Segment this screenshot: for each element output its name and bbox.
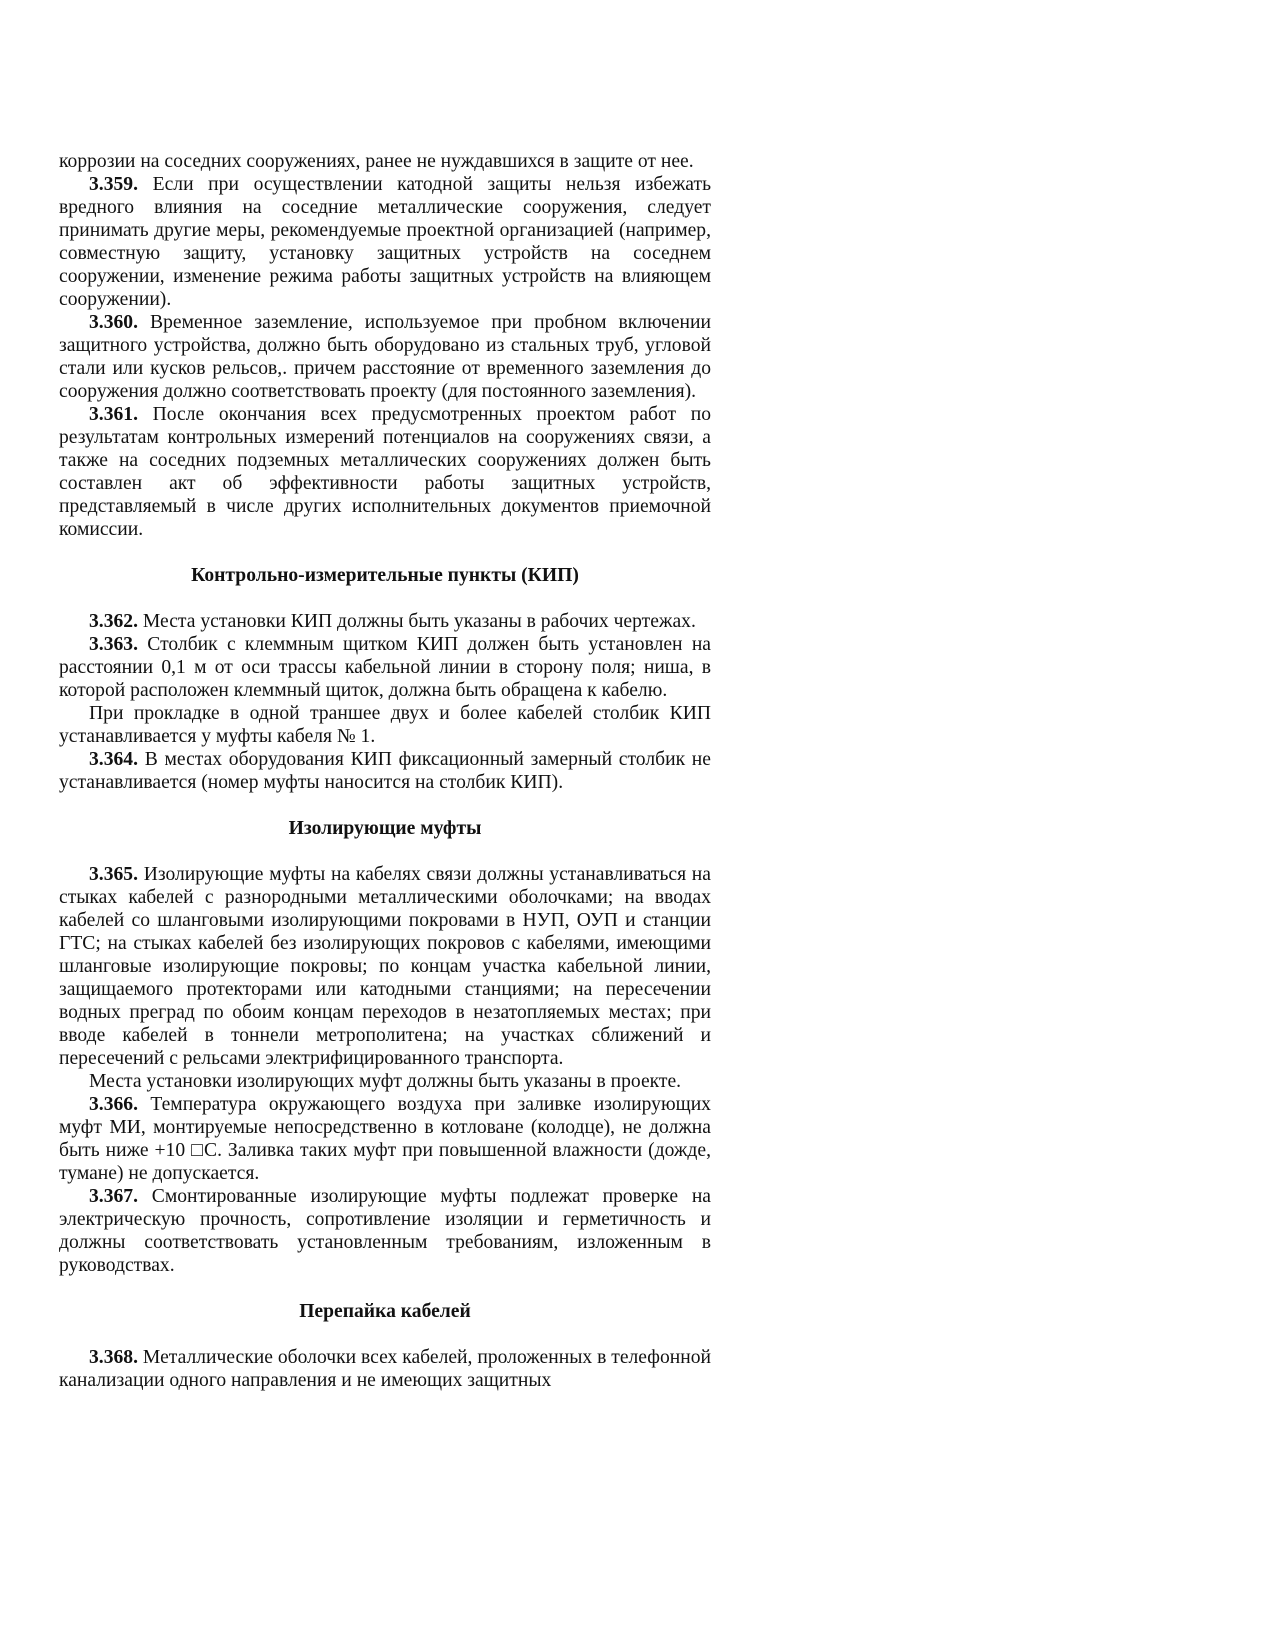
paragraph: [59, 150, 711, 173]
section-heading: Изолирующие муфты: [288, 818, 482, 839]
paragraph-text: Температура окружающего воздуха при заливке изолирующих муфт МИ, монтируемые непосредственно в котловане (колодце), не должна быть ниже +10 □С. Заливка таких муфт при повышенной влажности (дожде, тумане) не допускается.: [59, 1094, 711, 1184]
paragraph: [59, 863, 711, 1070]
paragraph: [59, 173, 711, 311]
paragraph-text: Места установки изолирующих муфт должны быть указаны в проекте.: [89, 1071, 682, 1092]
paragraph-text: Временное заземление, используемое при пробном включении защитного устройства, должно быть оборудовано из стальных труб, угловой стали или кусков рельсов,. причем расстояние от временного заземления до сооружения должно соответствовать проекту (для постоянного заземления).: [59, 312, 711, 402]
clause-number: 3.361.: [89, 404, 138, 425]
paragraph-text: Места установки КИП должны быть указаны в рабочих чертежах.: [142, 611, 696, 632]
paragraph: [59, 748, 711, 794]
paragraph-text: Столбик с клеммным щитком КИП должен быть установлен на расстоянии 0,1 м от оси трассы кабельной линии в сторону поля; ниша, в которой расположен клеммный щиток, должна быть обращена к кабелю.: [59, 634, 711, 701]
paragraph: [59, 1185, 711, 1277]
clause-number: 3.362.: [89, 611, 138, 632]
paragraph: [59, 1093, 711, 1185]
clause-number: 3.367.: [89, 1186, 138, 1207]
paragraph-text: После окончания всех предусмотренных проектом работ по результатам контрольных измерений потенциалов на сооружениях связи, а также на соседних подземных металлических сооружениях должен быть составлен акт об эффективности работы защитных устройств, представляемый в числе других исполнительных документов приемочной комиссии.: [59, 404, 711, 540]
clause-number: 3.364.: [89, 749, 138, 770]
paragraph: [59, 610, 711, 633]
paragraph-text: Изолирующие муфты на кабелях связи должны устанавливаться на стыках кабелей с разнородными металлическими оболочками; на вводах кабелей со шланговыми изолирующими покровами в НУП, ОУП и станции ГТС; на стыках кабелей без изолирующих покровов с кабелями, имеющими шланговые изолирующие покровы; по концам участка кабельной линии, защищаемого протекторами или катодными станциями; на пересечении водных преград по обоим концам переходов в незатопляемых местах; при вводе кабелей в тоннели метрополитена; на участках сближений и пересечений с рельсами электрифицированного транспорта.: [59, 864, 711, 1069]
paragraph-text: Если при осуществлении катодной защиты нельзя избежать вредного влияния на соседние металлические сооружения, следует принимать другие меры, рекомендуемые проектной организацией (например, совместную защиту, установку защитных устройств на соседнем сооружении, изменение режима работы защитных устройств на влияющем сооружении).: [59, 174, 711, 310]
paragraph-text: Смонтированные изолирующие муфты подлежат проверке на электрическую прочность, сопротивление изоляции и герметичность и должны соответствовать установленным требованиям, изложенным в руководствах.: [59, 1186, 711, 1276]
paragraph: [59, 702, 711, 748]
section-heading: Контрольно-измерительные пункты (КИП): [191, 565, 579, 586]
paragraph: [59, 1346, 711, 1392]
clause-number: 3.363.: [89, 634, 138, 655]
paragraph: [59, 403, 711, 541]
clause-number: 3.365.: [89, 864, 138, 885]
clause-number: 3.368.: [89, 1347, 138, 1368]
paragraph-text: При прокладке в одной траншее двух и более кабелей столбик КИП устанавливается у муфты кабеля № 1.: [59, 703, 711, 747]
paragraph-text: В местах оборудования КИП фиксационный замерный столбик не устанавливается (номер муфты наносится на столбик КИП).: [59, 749, 711, 793]
paragraph-text: коррозии на соседних сооружениях, ранее не нуждавшихся в защите от нее.: [59, 151, 694, 172]
clause-number: 3.360.: [89, 312, 138, 333]
paragraph: [59, 1070, 711, 1093]
document-page: [59, 150, 711, 1392]
clause-number: 3.359.: [89, 174, 138, 195]
paragraph-text: Металлические оболочки всех кабелей, проложенных в телефонной канализации одного направления и не имеющих защитных: [59, 1347, 711, 1391]
section-heading: Перепайка кабелей: [299, 1301, 471, 1322]
paragraph: [59, 311, 711, 403]
clause-number: 3.366.: [89, 1094, 138, 1115]
paragraph: [59, 633, 711, 702]
